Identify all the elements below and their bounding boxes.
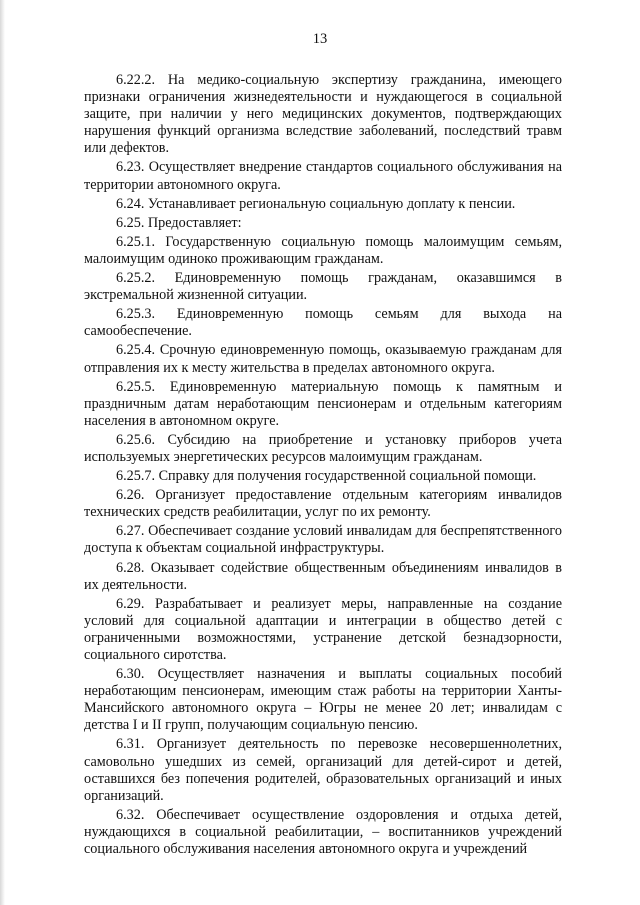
paragraph-6-26: 6.26. Организует предоставление отдельным категориям инвалидов технических средств реабилитации, услуг по их ремонту. [84,487,562,521]
paragraph-6-25-6: 6.25.6. Субсидию на приобретение и установку приборов учета используемых энергетических ресурсов малоимущим гражданам. [84,431,562,465]
paragraph-6-22-2: 6.22.2. На медико-социальную экспертизу гражданина, имеющего признаки ограничения жизнедеятельности и нуждающегося в социальной защите, при наличии у него медицинских документов, подтверждающих нарушения функций организма вследствие заболеваний, последствий травм или дефектов. [84,72,562,157]
paragraph-6-31: 6.31. Организует деятельность по перевозке несовершеннолетних, самовольно ушедших из семей, организаций для детей-сирот и детей, оставшихся без попечения родителей, образовательных организаций и иных организаций. [84,736,562,804]
paragraph-6-29: 6.29. Разрабатывает и реализует меры, направленные на создание условий для социальной адаптации и интеграции в общество детей с ограниченными возможностями, устранение детской безнадзорности, социального сиротства. [84,595,562,663]
paragraph-6-25-4: 6.25.4. Срочную единовременную помощь, оказываемую гражданам для отправления их к месту жительства в пределах автономного округа. [84,342,562,376]
paragraph-6-25-2: 6.25.2. Единовременную помощь гражданам, оказавшимся в экстремальной жизненной ситуации. [84,270,562,304]
scan-edge [0,0,5,905]
paragraph-6-24: 6.24. Устанавливает региональную социальную доплату к пенсии. [116,195,516,212]
paragraph-6-25: 6.25. Предоставляет: [116,214,242,231]
paragraph-6-25-5: 6.25.5. Единовременную материальную помощь к памятным и праздничным датам неработающим пенсионерам и отдельным категориям населения в автономном округе. [84,378,562,429]
paragraph-6-30: 6.30. Осуществляет назначения и выплаты социальных пособий неработающим пенсионерам, имеющим стаж работы на территории Ханты-Мансийского автономного округа – Югры не менее 20 лет; инвалидам с детства I и II групп, получающим социальную пенсию. [84,666,562,734]
paragraph-6-32: 6.32. Обеспечивает осуществление оздоровления и отдыха детей, нуждающихся в социальной реабилитации, – воспитанников учреждений социального обслуживания населения автономного округа и учреждений [84,806,562,858]
paragraph-6-27: 6.27. Обеспечивает создание условий инвалидам для беспрепятственного доступа к объектам социальной инфраструктуры. [84,523,562,557]
paragraph-6-25-1: 6.25.1. Государственную социальную помощь малоимущим семьям, малоимущим одиноко проживающим гражданам. [84,233,562,267]
paragraph-6-25-7: 6.25.7. Справку для получения государственной социальной помощи. [116,468,537,485]
paragraph-6-28: 6.28. Оказывает содействие общественным объединениям инвалидов в их деятельности. [84,559,562,593]
page-number: 13 [312,31,328,47]
document-body [84,72,562,860]
paragraph-6-25-3: 6.25.3. Единовременную помощь семьям для выхода на самообеспечение. [84,306,562,340]
paragraph-6-23: 6.23. Осуществляет внедрение стандартов социального обслуживания на территории автономного округа. [84,159,562,193]
